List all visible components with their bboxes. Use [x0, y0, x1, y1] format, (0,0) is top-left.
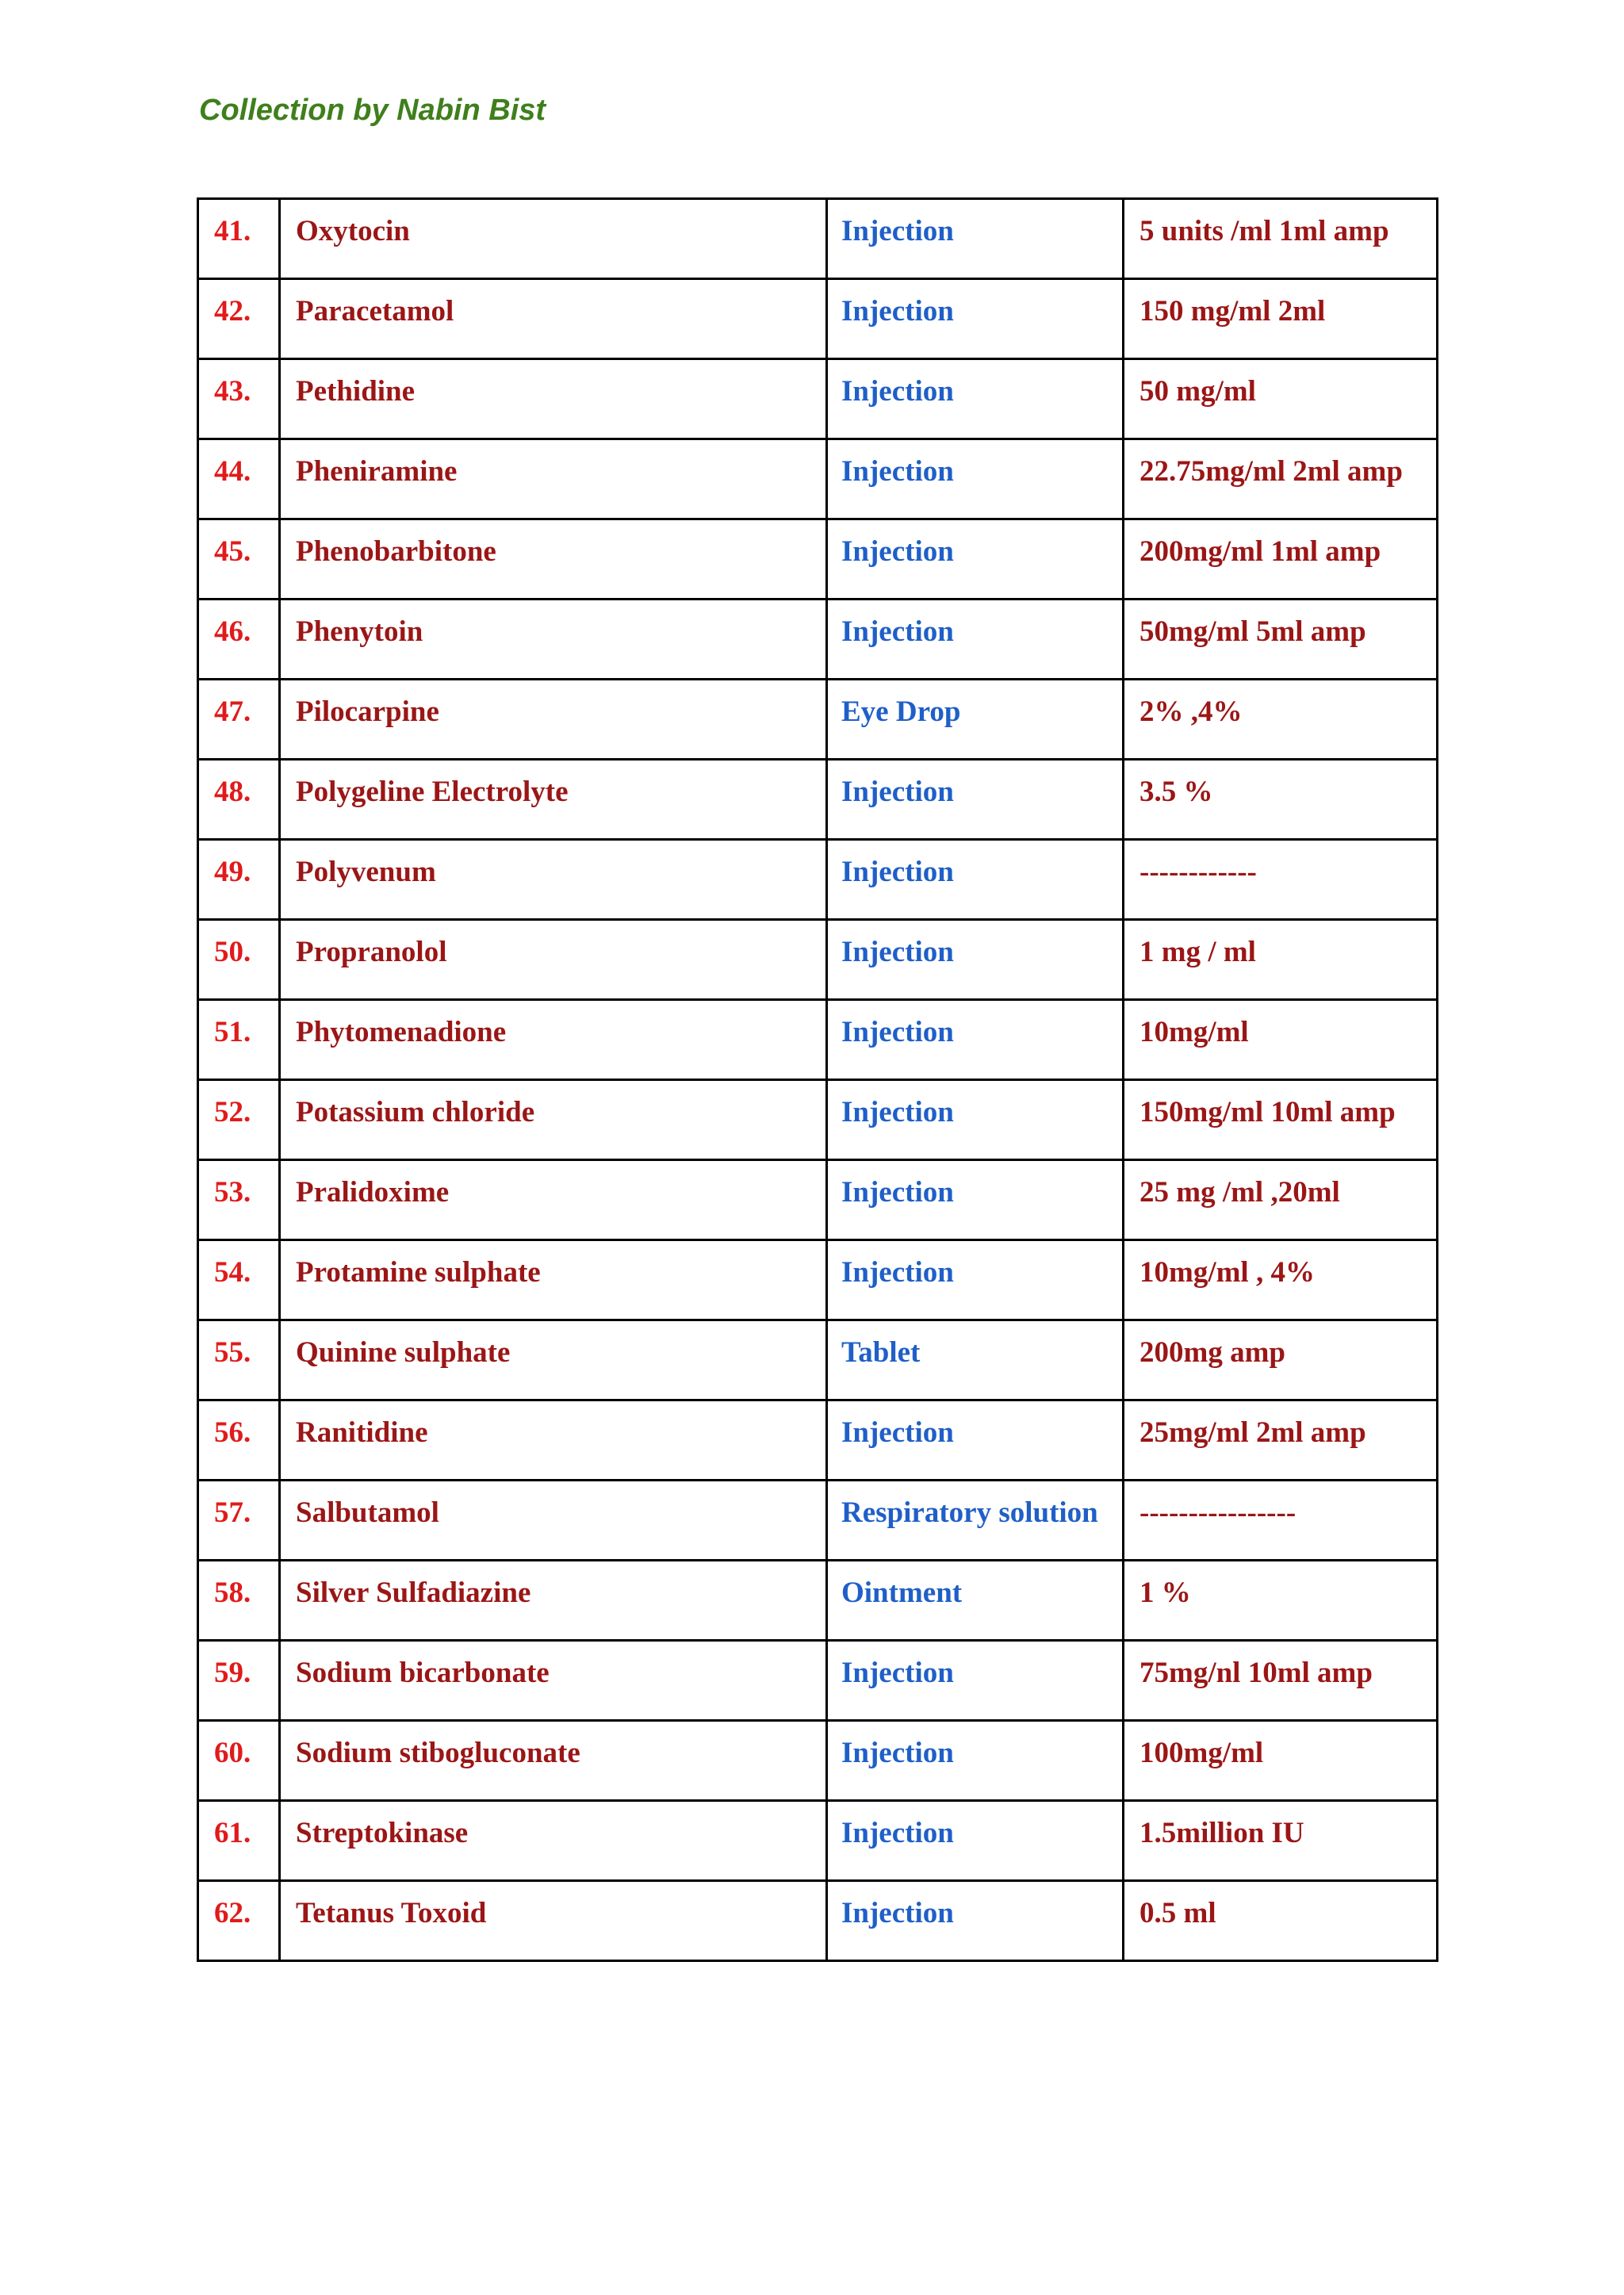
drug-strength: 2% ,4% — [1124, 680, 1438, 760]
dosage-form: Injection — [827, 519, 1124, 600]
drug-name: Ranitidine — [280, 1400, 827, 1481]
dosage-form: Injection — [827, 920, 1124, 1000]
table-row — [198, 439, 1438, 519]
row-number: 45. — [198, 519, 280, 600]
table-row — [198, 1400, 1438, 1481]
dosage-form: Injection — [827, 1160, 1124, 1240]
table-row — [198, 1240, 1438, 1320]
table-row — [198, 1881, 1438, 1961]
row-number: 56. — [198, 1400, 280, 1481]
table-row — [198, 760, 1438, 840]
dosage-form: Injection — [827, 760, 1124, 840]
drug-strength: 25 mg /ml ,20ml — [1124, 1160, 1438, 1240]
row-number: 47. — [198, 680, 280, 760]
drug-name: Phenobarbitone — [280, 519, 827, 600]
drug-strength: ---------------- — [1124, 1481, 1438, 1561]
drug-name: Paracetamol — [280, 279, 827, 359]
table-row — [198, 920, 1438, 1000]
table-row — [198, 1801, 1438, 1881]
drug-strength: 10mg/ml — [1124, 1000, 1438, 1080]
drug-strength: 22.75mg/ml 2ml amp — [1124, 439, 1438, 519]
row-number: 48. — [198, 760, 280, 840]
drug-table-body — [198, 199, 1438, 1961]
row-number: 61. — [198, 1801, 280, 1881]
drug-name: Oxytocin — [280, 199, 827, 279]
row-number: 60. — [198, 1721, 280, 1801]
dosage-form: Injection — [827, 1801, 1124, 1881]
table-row — [198, 600, 1438, 680]
dosage-form: Injection — [827, 279, 1124, 359]
drug-name: Pheniramine — [280, 439, 827, 519]
row-number: 43. — [198, 359, 280, 439]
row-number: 52. — [198, 1080, 280, 1160]
drug-strength: 1 mg / ml — [1124, 920, 1438, 1000]
drug-strength: 0.5 ml — [1124, 1881, 1438, 1961]
drug-name: Phenytoin — [280, 600, 827, 680]
row-number: 51. — [198, 1000, 280, 1080]
drug-name: Protamine sulphate — [280, 1240, 827, 1320]
table-row — [198, 279, 1438, 359]
drug-strength: 50 mg/ml — [1124, 359, 1438, 439]
row-number: 55. — [198, 1320, 280, 1400]
dosage-form: Injection — [827, 359, 1124, 439]
dosage-form: Injection — [827, 840, 1124, 920]
row-number: 41. — [198, 199, 280, 279]
drug-strength: 1 % — [1124, 1561, 1438, 1641]
dosage-form: Tablet — [827, 1320, 1124, 1400]
table-row — [198, 680, 1438, 760]
row-number: 50. — [198, 920, 280, 1000]
drug-name: Silver Sulfadiazine — [280, 1561, 827, 1641]
row-number: 46. — [198, 600, 280, 680]
table-row — [198, 359, 1438, 439]
row-number: 44. — [198, 439, 280, 519]
drug-name: Salbutamol — [280, 1481, 827, 1561]
dosage-form: Eye Drop — [827, 680, 1124, 760]
dosage-form: Injection — [827, 1881, 1124, 1961]
dosage-form: Injection — [827, 199, 1124, 279]
row-number: 42. — [198, 279, 280, 359]
drug-strength: 150 mg/ml 2ml — [1124, 279, 1438, 359]
drug-strength: 10mg/ml , 4% — [1124, 1240, 1438, 1320]
drug-name: Polyvenum — [280, 840, 827, 920]
drug-strength: 1.5million IU — [1124, 1801, 1438, 1881]
row-number: 58. — [198, 1561, 280, 1641]
dosage-form: Injection — [827, 1641, 1124, 1721]
drug-name: Pralidoxime — [280, 1160, 827, 1240]
row-number: 49. — [198, 840, 280, 920]
table-row — [198, 1320, 1438, 1400]
row-number: 62. — [198, 1881, 280, 1961]
dosage-form: Ointment — [827, 1561, 1124, 1641]
drug-name: Potassium chloride — [280, 1080, 827, 1160]
drug-name: Streptokinase — [280, 1801, 827, 1881]
drug-table — [197, 197, 1438, 1962]
dosage-form: Injection — [827, 1240, 1124, 1320]
dosage-form: Respiratory solution — [827, 1481, 1124, 1561]
drug-name: Quinine sulphate — [280, 1320, 827, 1400]
row-number: 57. — [198, 1481, 280, 1561]
dosage-form: Injection — [827, 1721, 1124, 1801]
drug-name: Phytomenadione — [280, 1000, 827, 1080]
drug-name: Polygeline Electrolyte — [280, 760, 827, 840]
table-row — [198, 1721, 1438, 1801]
row-number: 54. — [198, 1240, 280, 1320]
dosage-form: Injection — [827, 439, 1124, 519]
row-number: 53. — [198, 1160, 280, 1240]
table-row — [198, 1641, 1438, 1721]
table-row — [198, 1080, 1438, 1160]
drug-strength: 5 units /ml 1ml amp — [1124, 199, 1438, 279]
drug-name: Propranolol — [280, 920, 827, 1000]
dosage-form: Injection — [827, 600, 1124, 680]
collection-credit: Collection by Nabin Bist — [199, 94, 546, 127]
dosage-form: Injection — [827, 1000, 1124, 1080]
table-row — [198, 840, 1438, 920]
drug-name: Sodium bicarbonate — [280, 1641, 827, 1721]
table-row — [198, 519, 1438, 600]
drug-strength: 25mg/ml 2ml amp — [1124, 1400, 1438, 1481]
drug-name: Pilocarpine — [280, 680, 827, 760]
dosage-form: Injection — [827, 1080, 1124, 1160]
drug-strength: 75mg/nl 10ml amp — [1124, 1641, 1438, 1721]
table-row — [198, 1561, 1438, 1641]
drug-strength: 200mg amp — [1124, 1320, 1438, 1400]
drug-strength: 100mg/ml — [1124, 1721, 1438, 1801]
row-number: 59. — [198, 1641, 280, 1721]
drug-strength: 200mg/ml 1ml amp — [1124, 519, 1438, 600]
drug-name: Tetanus Toxoid — [280, 1881, 827, 1961]
table-row — [198, 1481, 1438, 1561]
drug-strength: 150mg/ml 10ml amp — [1124, 1080, 1438, 1160]
table-row — [198, 1000, 1438, 1080]
dosage-form: Injection — [827, 1400, 1124, 1481]
drug-name: Pethidine — [280, 359, 827, 439]
table-row — [198, 199, 1438, 279]
drug-strength: 50mg/ml 5ml amp — [1124, 600, 1438, 680]
drug-strength: ------------ — [1124, 840, 1438, 920]
drug-strength: 3.5 % — [1124, 760, 1438, 840]
table-row — [198, 1160, 1438, 1240]
drug-name: Sodium stibogluconate — [280, 1721, 827, 1801]
